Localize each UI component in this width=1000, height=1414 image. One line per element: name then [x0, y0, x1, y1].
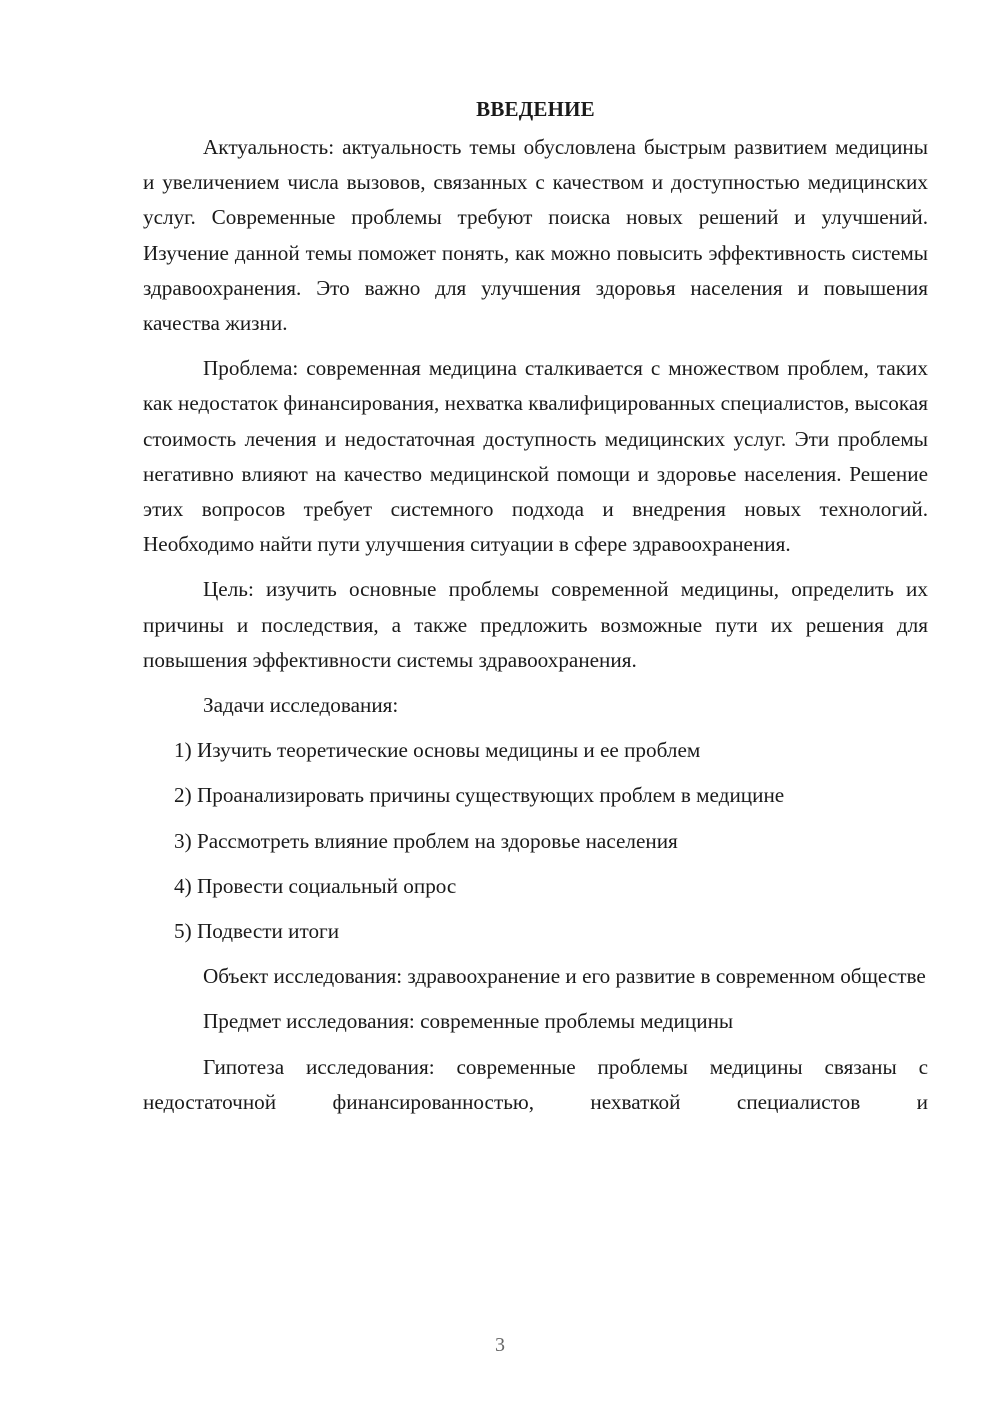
object-paragraph: Объект исследования: здравоохранение и его развитие в современном обществе: [203, 964, 926, 989]
task-item-1: 1) Изучить теоретические основы медицины и ее проблем: [174, 738, 701, 763]
goal-paragraph: Цель: изучить основные проблемы современной медицины, определить их причины и последствия, а также предложить возможные пути их решения для повышения эффективности системы здравоохранения.: [143, 577, 928, 672]
task-item-5: 5) Подвести итоги: [174, 919, 340, 944]
task-item-4: 4) Провести социальный опрос: [174, 873, 457, 898]
task-item-3: 3) Рассмотреть влияние проблем на здоровье населения: [174, 828, 678, 853]
problem-paragraph: Проблема: современная медицина сталкивается с множеством проблем, таких как недостаток финансирования, нехватка квалифицированных специалистов, высокая стоимость лечения и недостаточная доступность медицинских услуг. Эти проблемы негативно влияют на качество медицинской помощи и здоровье населения. Решение этих вопросов требует системного подхода и внедрения новых технологий. Необходимо найти пути улучшения ситуации в сфере здравоохранения.: [143, 356, 928, 557]
tasks-heading: Задачи исследования:: [203, 693, 399, 718]
relevance-paragraph: Актуальность: актуальность темы обусловлена быстрым развитием медицины и увеличением числа вызовов, связанных с качеством и доступностью медицинских услуг. Современные проблемы требуют поиска новых решений и улучшений. Изучение данной темы поможет понять, как можно повысить эффективность системы здравоохранения. Это важно для улучшения здоровья населения и повышения качества жизни.: [143, 135, 928, 336]
document-page: [143, 92, 928, 1130]
subject-paragraph: Предмет исследования: современные проблемы медицины: [203, 1009, 734, 1034]
hypothesis-paragraph: Гипотеза исследования: современные проблемы медицины связаны с недостаточной финансированностью, нехваткой специалистов и: [143, 1054, 928, 1114]
page-number: 3: [495, 1334, 505, 1356]
task-item-2: 2) Проанализировать причины существующих проблем в медицине: [174, 783, 785, 808]
section-heading: ВВЕДЕНИЕ: [476, 97, 595, 121]
